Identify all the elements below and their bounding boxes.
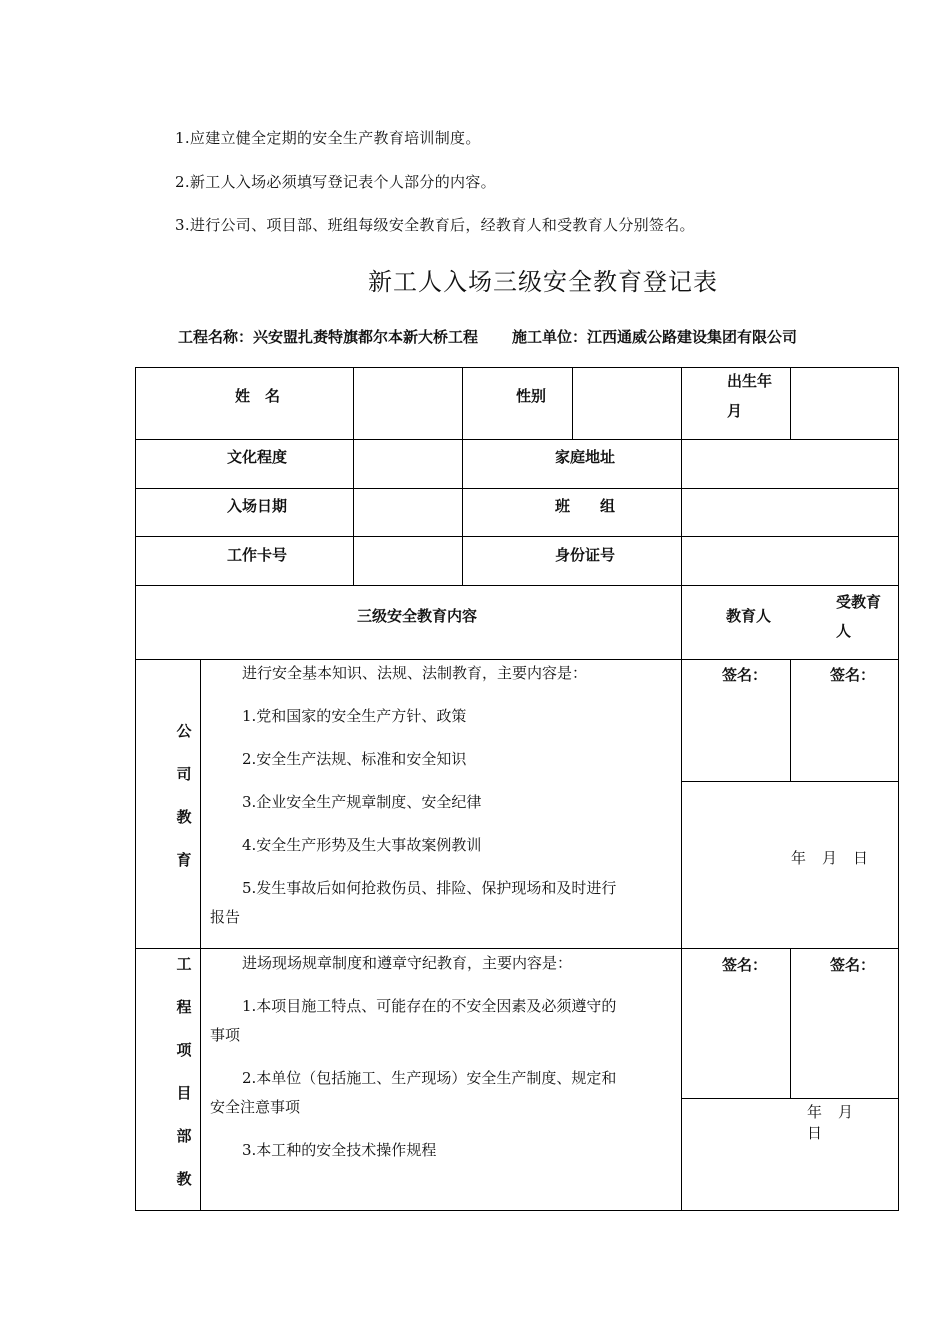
label-card-no: 工作卡号: [227, 546, 288, 564]
content-line: 2.安全生产法规、标准和安全知识: [242, 750, 467, 768]
rule: [135, 536, 899, 537]
project-date[interactable]: [807, 1101, 899, 1143]
content-line: 3.企业安全生产规章制度、安全纪律: [242, 793, 482, 811]
label-address: 家庭地址: [555, 448, 616, 466]
content-line: 进场现场规章制度和遵章守纪教育，主要内容是：: [242, 954, 573, 972]
label-educator: 教育人: [726, 607, 772, 625]
label-char: 公: [176, 722, 192, 740]
construction-unit: 施工单位：江西通威公路建设集团有限公司: [512, 328, 798, 346]
label-educatee-2: 人: [836, 622, 852, 640]
label-char: 项: [176, 1041, 192, 1059]
content-line: 1.本项目施工特点、可能存在的不安全因素及必须遵守的: [242, 997, 617, 1015]
note-1: 1.应建立健全定期的安全生产教育培训制度。: [175, 129, 481, 147]
rule: [200, 659, 201, 1211]
rule: [681, 781, 899, 782]
label-education: 文化程度: [227, 448, 288, 466]
note-2: 2.新工人入场必须填写登记表个人部分的内容。: [175, 173, 496, 191]
date-month: 月: [822, 849, 840, 867]
content-line: 报告: [210, 908, 241, 926]
rule: [135, 488, 899, 489]
rule: [790, 948, 791, 1098]
rule: [898, 367, 899, 1211]
label-char: 目: [176, 1084, 192, 1102]
company-date[interactable]: [791, 847, 884, 868]
label-char: 教: [176, 808, 192, 826]
label-birth-2: 月: [727, 402, 743, 420]
project-name: 工程名称：兴安盟扎赉特旗都尔本新大桥工程: [178, 328, 479, 346]
rule: [135, 367, 136, 1211]
label-char: 司: [176, 765, 192, 783]
project-content: [210, 949, 680, 1165]
label-char: 育: [176, 851, 192, 869]
label-char: 工: [176, 955, 192, 973]
label-char: 程: [176, 998, 192, 1016]
company-content: [210, 659, 680, 932]
content-line: 4.安全生产形势及生大事故案例教训: [242, 836, 482, 854]
rule: [353, 367, 354, 585]
date-year: 年: [791, 849, 809, 867]
project-label: [174, 943, 194, 1201]
company-sign-educatee[interactable]: 签名：: [830, 666, 876, 684]
project-sign-educatee[interactable]: 签名：: [830, 956, 876, 974]
label-id-no: 身份证号: [555, 546, 616, 564]
content-line: 事项: [210, 1026, 241, 1044]
rule: [135, 585, 899, 586]
form-title: 新工人入场三级安全教育登记表: [368, 268, 718, 296]
rule: [790, 659, 791, 781]
label-educatee-1: 受教育: [836, 593, 882, 611]
rule: [135, 439, 899, 440]
label-birth-1: 出生年: [727, 372, 773, 390]
rule: [681, 1098, 899, 1099]
rule: [462, 367, 463, 585]
rule: [790, 367, 791, 439]
date-day: 日: [807, 1124, 825, 1142]
rule: [572, 367, 573, 439]
company-sign-educator[interactable]: 签名：: [722, 666, 768, 684]
date-year: 年: [807, 1103, 825, 1121]
label-entry-date: 入场日期: [227, 497, 288, 515]
note-3: 3.进行公司、项目部、班组每级安全教育后，经教育人和受教育人分别签名。: [175, 216, 695, 234]
rule: [135, 1210, 899, 1211]
label-team: 班 组: [555, 497, 616, 515]
content-line: 3.本工种的安全技术操作规程: [242, 1141, 437, 1159]
content-line: 1.党和国家的安全生产方针、政策: [242, 707, 467, 725]
label-name: 姓 名: [235, 387, 281, 405]
rule: [681, 367, 682, 1211]
registration-table: [135, 367, 899, 1211]
content-line: 安全注意事项: [210, 1098, 301, 1116]
content-line: 5.发生事故后如何抢救伤员、排险、保护现场和及时进行: [242, 879, 617, 897]
company-label: [174, 710, 194, 882]
date-month: 月: [838, 1103, 856, 1121]
content-line: 2.本单位（包括施工、生产现场）安全生产制度、规定和: [242, 1069, 617, 1087]
content-line: 进行安全基本知识、法规、法制教育，主要内容是：: [242, 664, 588, 682]
rule: [135, 367, 899, 368]
label-char: 部: [176, 1127, 192, 1145]
label-gender: 性别: [516, 387, 547, 405]
label-content: 三级安全教育内容: [357, 607, 478, 625]
label-char: 教: [176, 1170, 192, 1188]
date-day: 日: [853, 849, 871, 867]
project-sign-educator[interactable]: 签名：: [722, 956, 768, 974]
meta-line: [178, 326, 831, 347]
